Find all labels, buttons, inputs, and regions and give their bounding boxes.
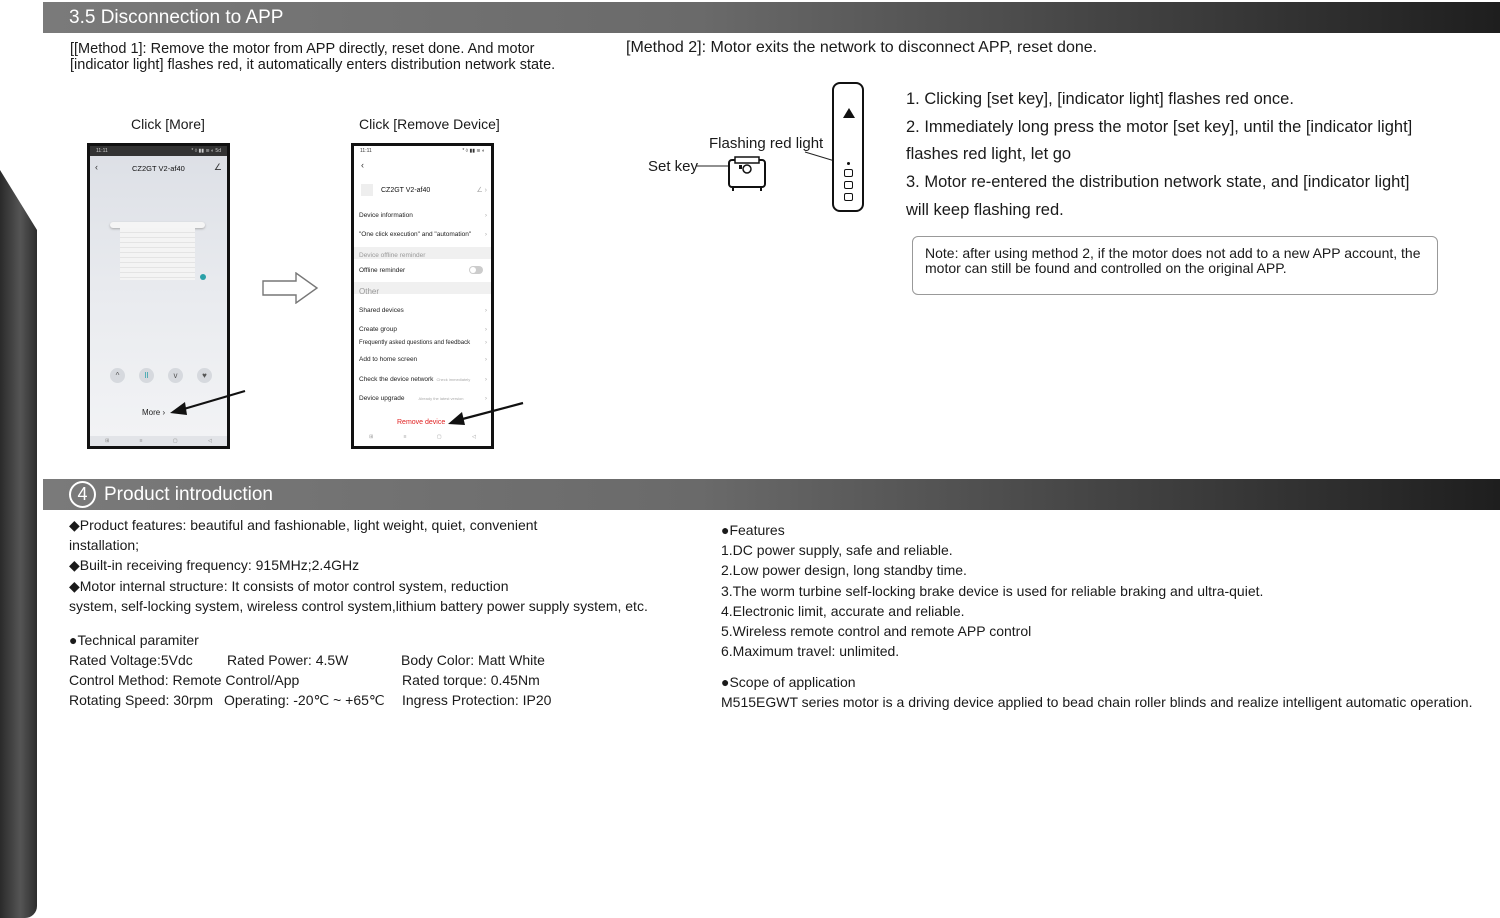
ingress-protection: Ingress Protection: IP20 xyxy=(402,692,552,708)
feature-item: 6.Maximum travel: unlimited. xyxy=(721,643,900,660)
set-key-label: Set key xyxy=(648,158,699,175)
body-color: Body Color: Matt White xyxy=(401,652,545,668)
nav-home-icon[interactable]: ≡ xyxy=(139,438,143,444)
feature-item: 4.Electronic limit, accurate and reliable. xyxy=(721,602,965,619)
rated-power: Rated Power: 4.5W xyxy=(227,652,349,668)
motor-head-icon xyxy=(727,155,767,193)
method1-description xyxy=(70,41,555,73)
note-line1: Note: after using method 2, if the motor does not add to a new APP account, the xyxy=(925,245,1421,261)
technical-parameter-heading: ●Technical paramiter xyxy=(69,632,199,648)
pointer-arrow-remove xyxy=(443,398,528,430)
edit-chevron-icon[interactable]: ∠ › xyxy=(476,187,487,194)
product-features-block: ◆Product features: beautiful and fashionable, light weight, quiet, convenient installation; ◆Built-in receiving frequency: 915MHz;2.4GHz ◆Motor internal structure: It consists of motor control system, reduction system, self-locking system, wireless control system,lithium battery power supply system, etc. xyxy=(69,517,648,614)
phone-status-bar: 11:11 * ◊ ▮▮ ≋ ◐ xyxy=(354,146,491,156)
caption-click-more: Click [More] xyxy=(131,116,205,132)
phone-nav-bar xyxy=(354,434,491,444)
row-shared-devices[interactable]: Shared devices › xyxy=(359,307,487,314)
step-2-cont: flashes red light, let go xyxy=(906,145,1072,164)
method2-steps xyxy=(906,86,1412,225)
section-header-product-introduction xyxy=(43,479,1500,510)
more-button[interactable]: More › xyxy=(142,408,166,417)
note-line2: motor can still be found and controlled on the original APP. xyxy=(925,260,1287,276)
rated-torque: Rated torque: 0.45Nm xyxy=(402,672,540,688)
device-name: CZ2GT V2-af40 xyxy=(381,187,431,194)
pointer-arrow-more xyxy=(165,385,250,420)
label-other: Other xyxy=(359,287,380,296)
label-leader-lines xyxy=(695,145,855,195)
next-step-arrow-icon xyxy=(262,272,320,304)
device-title: CZ2GT V2-af40 xyxy=(132,164,185,173)
nav-back-icon[interactable]: ◁ xyxy=(471,434,476,440)
method2-heading: [Method 2]: Motor exits the network to disconnect APP, reset done. xyxy=(626,39,1098,56)
nav-menu-icon[interactable]: ⊞ xyxy=(369,434,374,440)
indicator-light-dot xyxy=(847,162,850,165)
device-thumbnail xyxy=(361,184,373,196)
row-automation[interactable]: "One click execution" and "automation" › xyxy=(359,231,487,238)
step-1: 1. Clicking [set key], [indicator light] flashes red once. xyxy=(906,90,1294,108)
label-device-offline-reminder: Device offline reminder xyxy=(359,252,426,259)
rated-voltage: Rated Voltage:5Vdc xyxy=(69,652,193,668)
scope-of-application-block xyxy=(721,672,1472,712)
feature-item: 1.DC power supply, safe and reliable. xyxy=(721,542,953,559)
section-title: 3.5 Disconnection to APP xyxy=(69,7,284,28)
section-title: Product introduction xyxy=(104,484,273,505)
row-device-information[interactable]: Device information › xyxy=(359,212,487,219)
step-3: 3. Motor re-entered the distribution network state, and [indicator light] xyxy=(906,173,1410,192)
flashing-red-light-label: Flashing red light xyxy=(709,135,824,152)
remote-control-icon xyxy=(832,82,864,212)
offline-reminder-toggle[interactable] xyxy=(469,266,483,274)
phone-nav-bar xyxy=(90,436,227,446)
close-down-button[interactable]: v xyxy=(168,368,183,383)
phone-status-bar: 11:11 * ◊ ▮▮ ≋ ◐ 5d xyxy=(90,146,227,156)
roller-blind-image xyxy=(120,228,195,280)
section-number-badge: 4 xyxy=(69,481,96,508)
section-header-disconnection xyxy=(43,2,1500,33)
feature-item: 3.The worm turbine self-locking brake device is used for reliable braking and ultra-quiet. xyxy=(721,582,1264,599)
row-device-upgrade[interactable]: Device upgrade Already the latest version › xyxy=(359,395,487,402)
remove-device-button[interactable]: Remove device xyxy=(397,419,446,426)
method1-line1: [[Method 1]: Remove the motor from APP directly, reset done. And motor xyxy=(70,41,535,57)
up-arrow-icon xyxy=(841,106,857,122)
scope-text: M515EGWT series motor is a driving device applied to bead chain roller blinds and realize intelligent automatic operation. xyxy=(721,694,1473,711)
nav-back-icon[interactable]: ◁ xyxy=(207,438,212,444)
remote-button xyxy=(844,169,853,177)
step-2: 2. Immediately long press the motor [set key], until the [indicator light] xyxy=(906,117,1413,136)
favorite-button[interactable]: ♥ xyxy=(197,368,212,383)
features-heading: ●Features xyxy=(721,522,785,538)
back-chevron-icon[interactable]: ‹ xyxy=(361,160,364,170)
features-list-block xyxy=(721,520,1263,661)
side-decoration-bar xyxy=(0,170,37,918)
nav-square-icon[interactable]: ▢ xyxy=(172,438,178,444)
operating-temperature: Operating: -20℃ ~ +65℃ xyxy=(224,692,385,708)
scope-heading: ●Scope of application xyxy=(721,674,856,690)
feature-item: 2.Low power design, long standby time. xyxy=(721,562,967,579)
control-method: Control Method: Remote Control/App xyxy=(69,672,300,688)
pause-button[interactable]: II xyxy=(139,368,154,383)
row-add-home-screen[interactable]: Add to home screen › xyxy=(359,356,487,363)
row-create-group[interactable]: Create group › xyxy=(359,326,487,333)
back-chevron-icon[interactable]: ‹ xyxy=(95,162,98,172)
open-up-button[interactable]: ^ xyxy=(110,368,125,383)
remote-button xyxy=(844,181,853,189)
nav-square-icon[interactable]: ▢ xyxy=(436,434,442,440)
blind-position-dot[interactable] xyxy=(200,274,206,280)
remote-button xyxy=(844,193,853,201)
nav-menu-icon[interactable]: ⊞ xyxy=(105,438,110,444)
row-faq-feedback[interactable]: Frequently asked questions and feedback › xyxy=(359,340,487,346)
row-offline-reminder[interactable]: Offline reminder xyxy=(359,267,487,274)
caption-click-remove: Click [Remove Device] xyxy=(359,116,500,132)
note-box xyxy=(912,236,1438,295)
edit-pencil-icon[interactable]: ∠ xyxy=(213,162,222,172)
step-3-cont: will keep flashing red. xyxy=(906,200,1064,219)
row-check-network[interactable]: Check the device network Check immediately › xyxy=(359,376,487,383)
rotating-speed: Rotating Speed: 30rpm xyxy=(69,692,213,708)
method1-line2: [indicator light] flashes red, it automatically enters distribution network state. xyxy=(70,57,556,73)
nav-home-icon[interactable]: ≡ xyxy=(403,434,407,440)
feature-item: 5.Wireless remote control and remote APP control xyxy=(721,623,1032,640)
